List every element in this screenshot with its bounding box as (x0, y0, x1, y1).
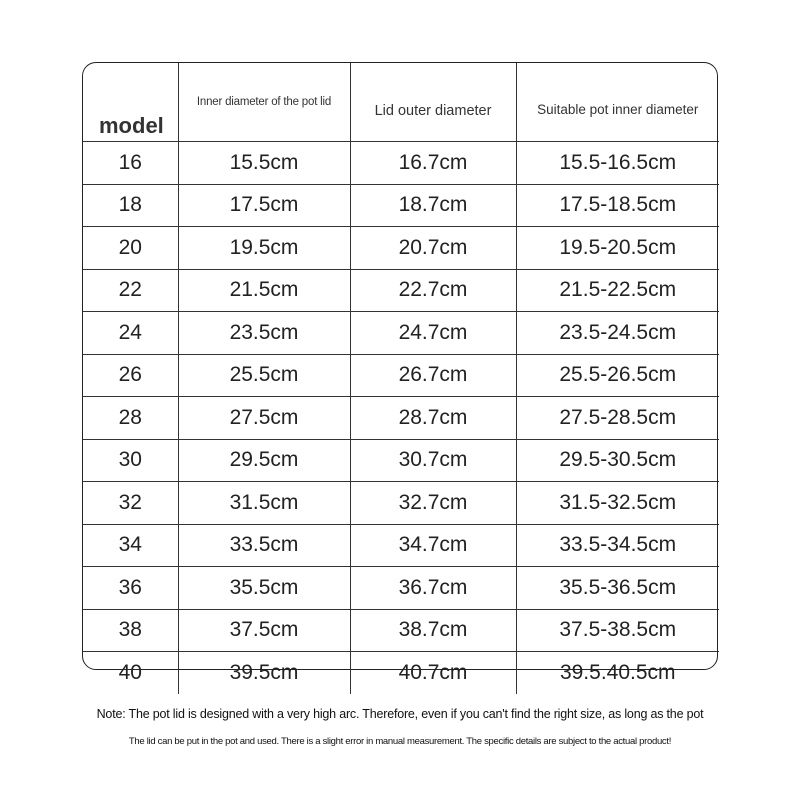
inner-diameter-cell: 27.5cm (178, 397, 350, 440)
table-header-row (83, 63, 719, 142)
inner-diameter-cell: 39.5cm (178, 652, 350, 694)
table-row (83, 269, 719, 312)
outer-diameter-cell: 34.7cm (350, 524, 516, 567)
note-line-1: Note: The pot lid is designed with a very high arc. Therefore, even if you can't find the right size, as long as the pot (96, 707, 704, 721)
size-table (83, 63, 719, 694)
table-row (83, 524, 719, 567)
model-cell: 18 (83, 184, 178, 227)
outer-diameter-cell: 28.7cm (350, 397, 516, 440)
table-row (83, 439, 719, 482)
model-cell: 24 (83, 312, 178, 355)
outer-diameter-cell: 22.7cm (350, 269, 516, 312)
inner-diameter-cell: 35.5cm (178, 567, 350, 610)
model-cell: 26 (83, 354, 178, 397)
note-line-2: The lid can be put in the pot and used. There is a slight error in manual measurement. The specific details are subject to the actual product! (128, 736, 672, 747)
model-cell: 40 (83, 652, 178, 694)
model-cell: 36 (83, 567, 178, 610)
table-row (83, 652, 719, 694)
model-cell: 30 (83, 439, 178, 482)
outer-diameter-cell: 38.7cm (350, 609, 516, 652)
model-cell: 20 (83, 227, 178, 270)
model-cell: 32 (83, 482, 178, 525)
suitable-pot-cell: 29.5-30.5cm (516, 439, 719, 482)
suitable-pot-cell: 21.5-22.5cm (516, 269, 719, 312)
suitable-pot-cell: 27.5-28.5cm (516, 397, 719, 440)
table-row (83, 482, 719, 525)
table-row (83, 609, 719, 652)
table-row (83, 567, 719, 610)
header-model: model (83, 63, 178, 142)
suitable-pot-cell: 33.5-34.5cm (516, 524, 719, 567)
outer-diameter-cell: 30.7cm (350, 439, 516, 482)
inner-diameter-cell: 21.5cm (178, 269, 350, 312)
suitable-pot-cell: 31.5-32.5cm (516, 482, 719, 525)
suitable-pot-cell: 17.5-18.5cm (516, 184, 719, 227)
inner-diameter-cell: 17.5cm (178, 184, 350, 227)
outer-diameter-cell: 18.7cm (350, 184, 516, 227)
model-cell: 28 (83, 397, 178, 440)
model-cell: 34 (83, 524, 178, 567)
inner-diameter-cell: 23.5cm (178, 312, 350, 355)
suitable-pot-cell: 25.5-26.5cm (516, 354, 719, 397)
outer-diameter-cell: 36.7cm (350, 567, 516, 610)
inner-diameter-cell: 29.5cm (178, 439, 350, 482)
table-row (83, 397, 719, 440)
outer-diameter-cell: 20.7cm (350, 227, 516, 270)
table-row (83, 354, 719, 397)
outer-diameter-cell: 16.7cm (350, 142, 516, 185)
suitable-pot-cell: 15.5-16.5cm (516, 142, 719, 185)
outer-diameter-cell: 24.7cm (350, 312, 516, 355)
inner-diameter-cell: 19.5cm (178, 227, 350, 270)
inner-diameter-cell: 37.5cm (178, 609, 350, 652)
size-table-frame (82, 62, 718, 684)
inner-diameter-cell: 15.5cm (178, 142, 350, 185)
model-cell: 22 (83, 269, 178, 312)
outer-diameter-cell: 26.7cm (350, 354, 516, 397)
table-row (83, 184, 719, 227)
table-row (83, 312, 719, 355)
table-row (83, 227, 719, 270)
header-inner-diameter: Inner diameter of the pot lid (178, 63, 350, 142)
table-row (83, 142, 719, 185)
model-cell: 16 (83, 142, 178, 185)
inner-diameter-cell: 31.5cm (178, 482, 350, 525)
suitable-pot-cell: 23.5-24.5cm (516, 312, 719, 355)
outer-diameter-cell: 32.7cm (350, 482, 516, 525)
header-suitable-pot: Suitable pot inner diameter (516, 63, 719, 142)
outer-diameter-cell: 40.7cm (350, 652, 516, 694)
suitable-pot-cell: 19.5-20.5cm (516, 227, 719, 270)
suitable-pot-cell: 37.5-38.5cm (516, 609, 719, 652)
inner-diameter-cell: 25.5cm (178, 354, 350, 397)
inner-diameter-cell: 33.5cm (178, 524, 350, 567)
suitable-pot-cell: 39.5.40.5cm (516, 652, 719, 694)
suitable-pot-cell: 35.5-36.5cm (516, 567, 719, 610)
model-cell: 38 (83, 609, 178, 652)
header-outer-diameter: Lid outer diameter (350, 63, 516, 142)
